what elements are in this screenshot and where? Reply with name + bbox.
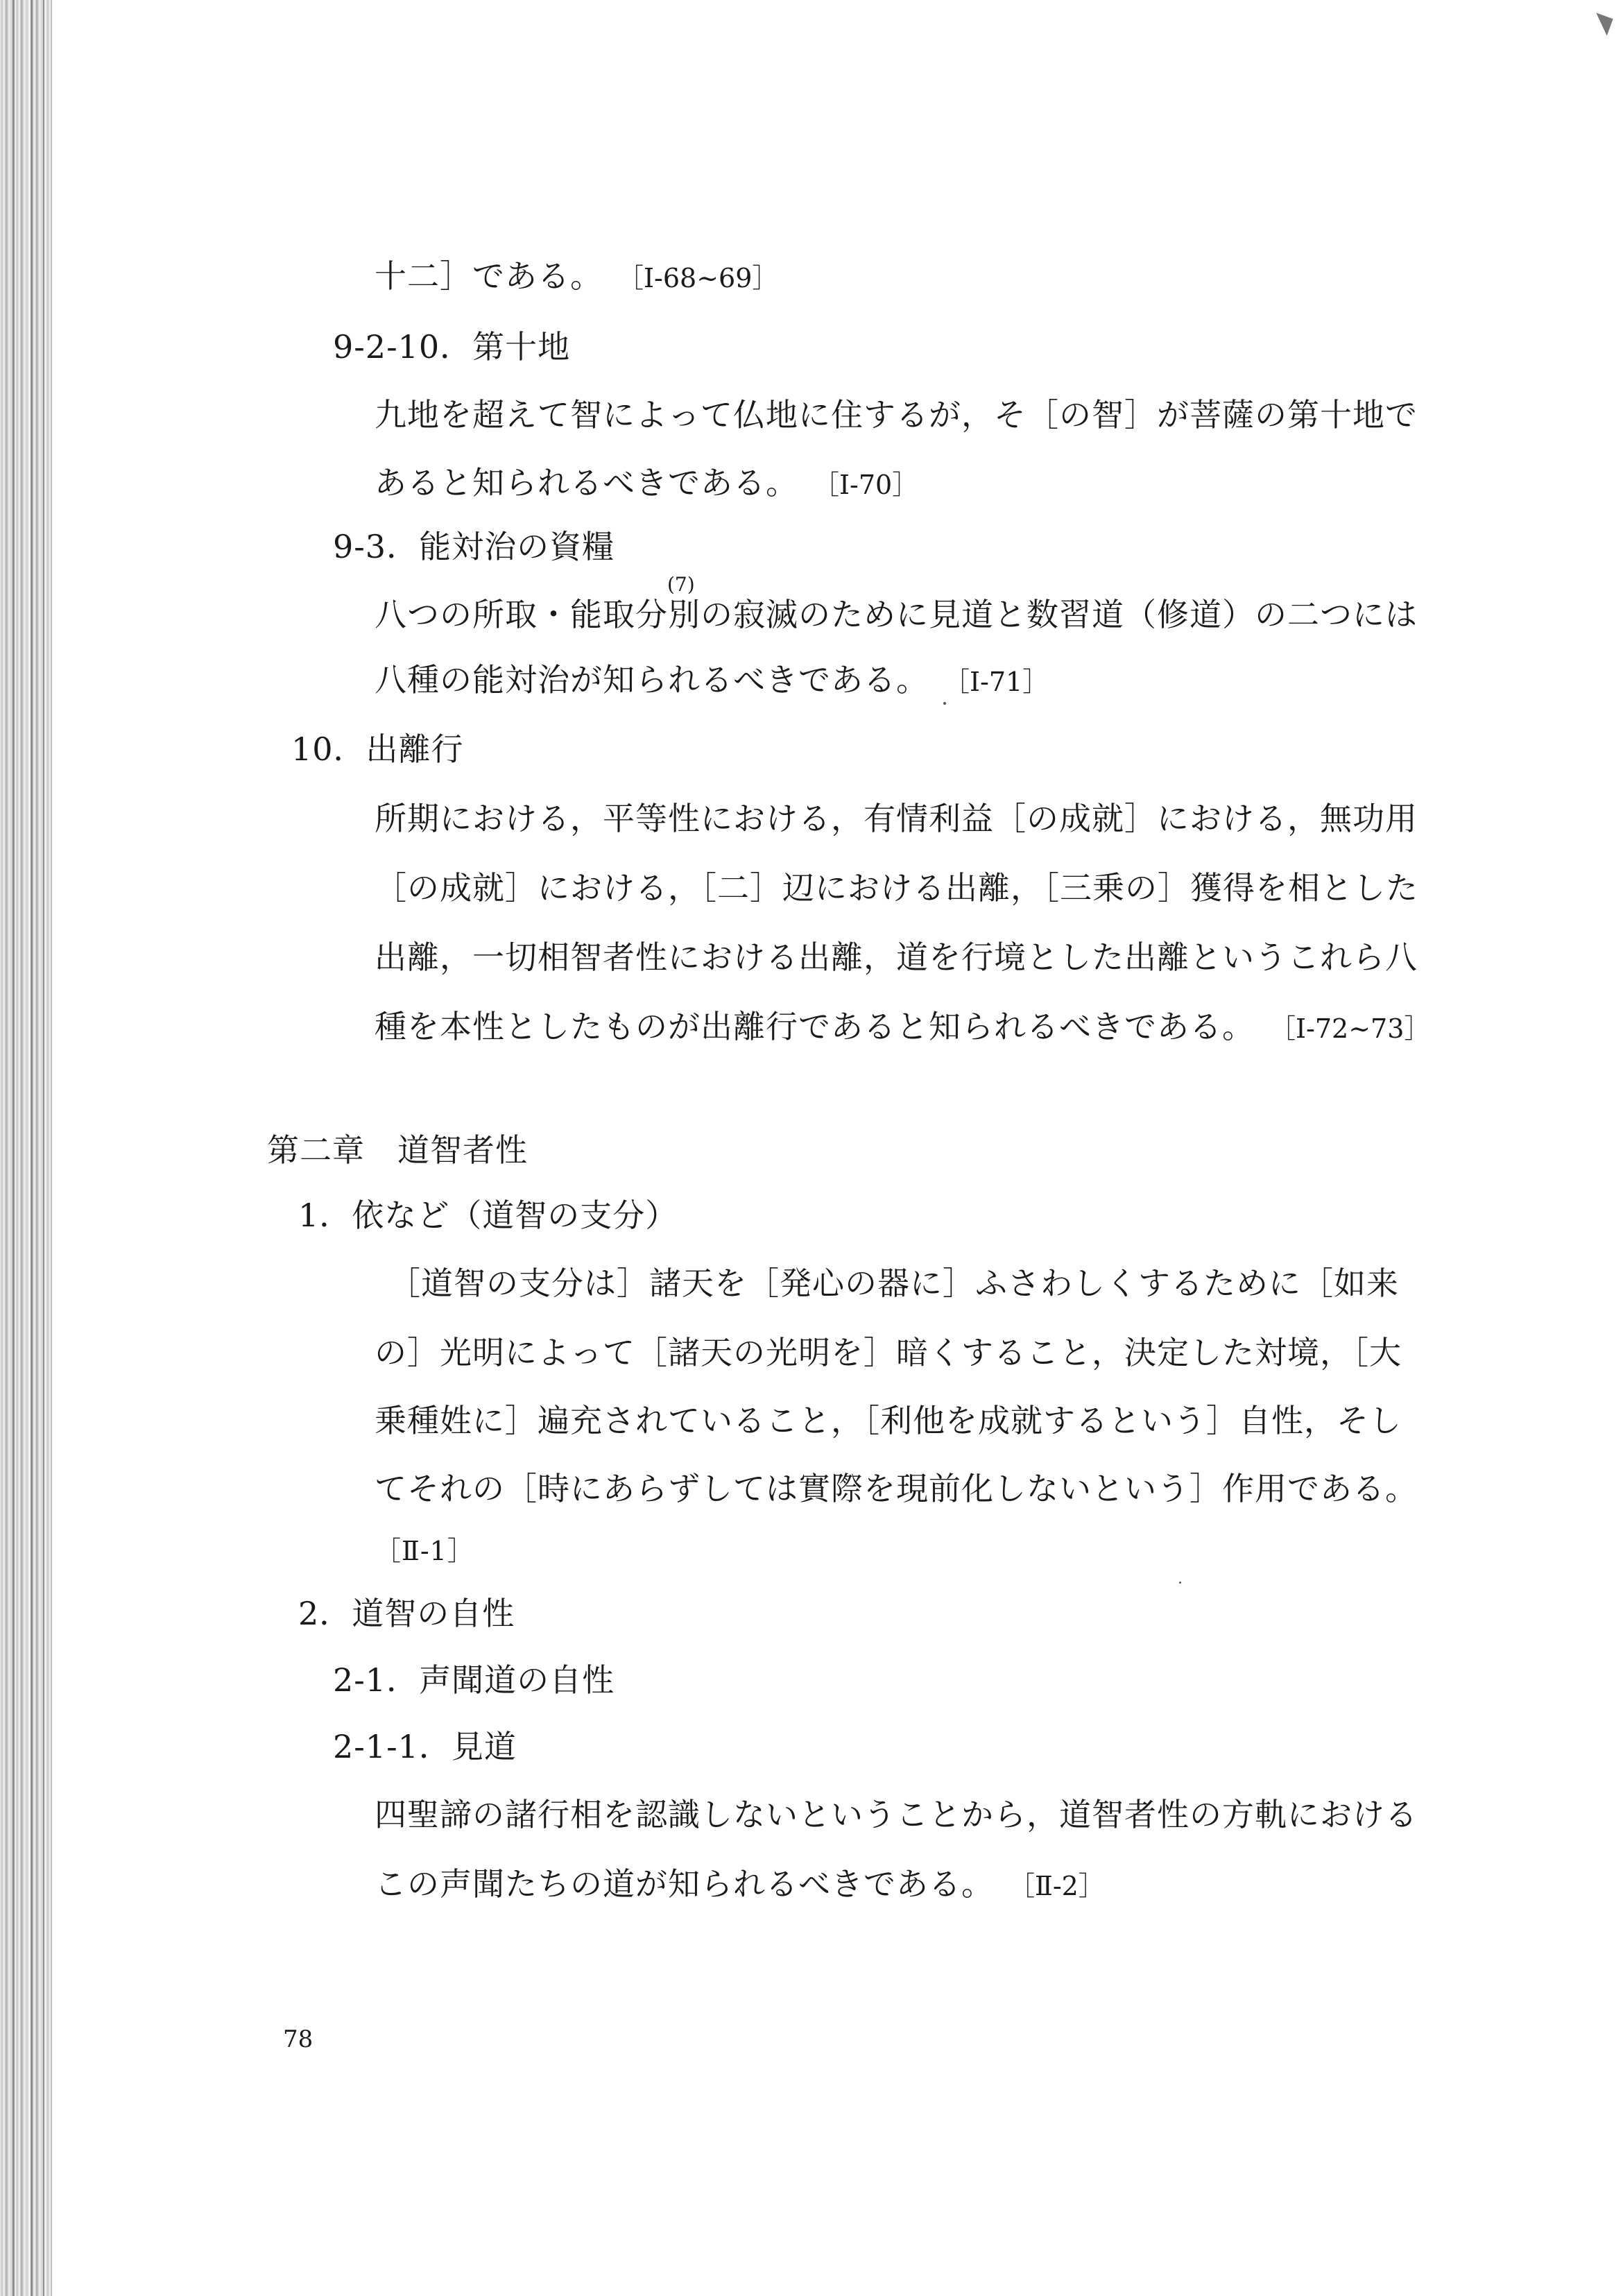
verse-reference: ［I-71］	[956, 667, 1049, 697]
text-line: 乗種姓に］遍充されていること，［利他を成就するという］自性，そし	[375, 1402, 1402, 1439]
verse-reference: ［I-70］	[826, 470, 919, 500]
scan-corner-mark	[1590, 12, 1613, 35]
section-heading: 10．出離行	[291, 730, 464, 768]
text-line: の］光明によって［諸天の光明を］暗くすること，決定した対境，［大	[375, 1334, 1402, 1371]
verse-reference: ［I-72~73］	[1282, 1013, 1431, 1044]
section-heading: 1．依など（道智の支分）	[298, 1197, 678, 1234]
section-heading: 2-1．声聞道の自性	[333, 1661, 615, 1699]
verse-reference: ［I-68~69］	[630, 263, 779, 293]
page-number: 78	[283, 2025, 314, 2053]
text-line: 八種の能対治が知られるべきである。 ［I-71］	[375, 661, 1049, 699]
section-heading: 2-1-1．見道	[333, 1728, 517, 1765]
text-line: 出離，一切相智者性における出離，道を行境とした出離というこれら八	[375, 939, 1418, 976]
section-heading: 9-2-10．第十地	[333, 328, 571, 366]
text-line: この声聞たちの道が知られるべきである。 ［Ⅱ-2］	[375, 1865, 1105, 1903]
verse-reference: ［Ⅱ-1］	[375, 1536, 474, 1566]
binding-line	[31, 0, 33, 2296]
binding-line	[43, 0, 44, 2296]
text-line: あると知られるべきである。 ［I-70］	[375, 464, 919, 502]
text-line: 八つの所取・能取分別の寂滅のために見道と数習道（修道）の二つには	[375, 596, 1418, 633]
scan-speck	[1179, 1582, 1181, 1584]
text-line: ［道智の支分は］諸天を［発心の器に］ふさわしくするために［如来	[388, 1265, 1399, 1302]
text-line: 四聖諦の諸行相を認識しないということから，道智者性の方軌における	[375, 1796, 1418, 1833]
section-heading: 2．道智の自性	[298, 1595, 515, 1632]
text-line: 九地を超えて智によって仏地に住するが，そ［の智］が菩薩の第十地で	[375, 396, 1418, 434]
verse-reference: ［Ⅱ-2］	[1022, 1871, 1105, 1901]
binding-line	[12, 0, 15, 2296]
scan-speck	[943, 702, 946, 705]
text-line: 種を本性としたものが出離行であると知られるべきである。 ［I-72~73］	[375, 1008, 1431, 1045]
footnote-marker: (7)	[667, 573, 695, 596]
text-line: ［の成就］における，［二］辺における出離，［三乗の］獲得を相とした	[375, 869, 1418, 907]
text-line: 所期における，平等性における，有情利益［の成就］における，無功用	[375, 800, 1418, 837]
section-heading: 9-3．能対治の資糧	[333, 528, 615, 565]
text-line: 十二］である。 ［I-68~69］	[375, 257, 779, 295]
text-line: てそれの［時にあらずしては實際を現前化しないという］作用である。	[375, 1470, 1418, 1507]
chapter-heading: 第二章 道智者性	[267, 1131, 528, 1169]
